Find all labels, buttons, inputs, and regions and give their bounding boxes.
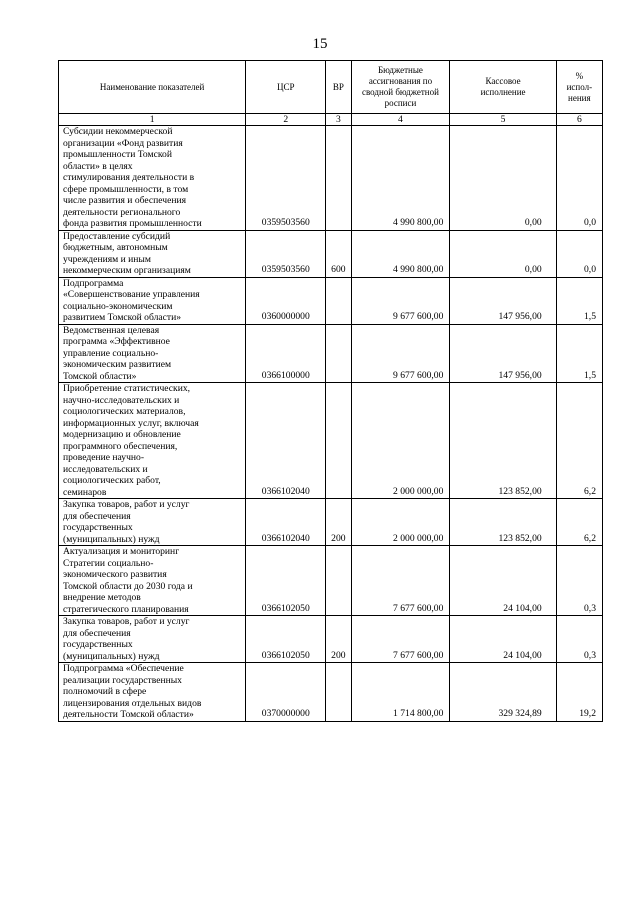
row-cash: 24 104,00 [450,616,556,663]
row-name: Приобретение статистических, научно-исследовательских и социологических материалов, информационных услуг, включая модернизацию и обновление программного обеспечения, проведение научно- исследовательских и социологических работ, семинаров [59,383,246,499]
table-row [59,499,603,546]
header-name: Наименование показателей [59,61,246,114]
row-pct: 0,3 [556,546,602,616]
row-vr [326,663,351,722]
row-vr [326,126,351,231]
row-pct: 6,2 [556,383,602,499]
row-pct: 0,0 [556,126,602,231]
row-cash: 0,00 [450,230,556,277]
column-index: 6 [556,114,602,126]
row-budget: 7 677 600,00 [351,546,450,616]
page-number: 15 [312,36,328,52]
row-vr [326,324,351,383]
row-cash: 0,00 [450,126,556,231]
table-row [59,663,603,722]
row-vr [326,546,351,616]
row-budget: 4 990 800,00 [351,126,450,231]
row-budget: 2 000 000,00 [351,383,450,499]
row-budget: 4 990 800,00 [351,230,450,277]
row-cash: 24 104,00 [450,546,556,616]
column-index: 5 [450,114,556,126]
row-pct: 6,2 [556,499,602,546]
row-name: Актуализация и мониторинг Стратегии социально- экономического развития Томской области до 2030 года и внедрение методов стратегического планирования [59,546,246,616]
row-csr: 0366102040 [246,383,326,499]
table-row [59,324,603,383]
row-csr: 0366102040 [246,499,326,546]
row-csr: 0359503560 [246,230,326,277]
row-budget: 7 677 600,00 [351,616,450,663]
row-name: Подпрограмма «Совершенствование управления социально-экономическим развитием Томской области» [59,277,246,324]
row-cash: 147 956,00 [450,324,556,383]
row-csr: 0366100000 [246,324,326,383]
row-cash: 123 852,00 [450,499,556,546]
row-pct: 1,5 [556,324,602,383]
row-name: Закупка товаров, работ и услуг для обеспечения государственных (муниципальных) нужд [59,616,246,663]
header-vr: ВР [326,61,351,114]
row-name: Субсидии некоммерческой организации «Фонд развития промышленности Томской области» в целях стимулирования деятельности в сфере промышленности, в том числе развития и обеспечения деятельности регионального фонда развития промышленности [59,126,246,231]
row-name: Ведомственная целевая программа «Эффективное управление социально- экономическим развитием Томской области» [59,324,246,383]
row-budget: 9 677 600,00 [351,277,450,324]
header-budget: Бюджетные ассигнования по сводной бюджетной росписи [351,61,450,114]
column-index: 3 [326,114,351,126]
header-cash: Кассовое исполнение [450,61,556,114]
row-name: Подпрограмма «Обеспечение реализации государственных полномочий в сфере лицензирования отдельных видов деятельности Томской области» [59,663,246,722]
row-vr [326,383,351,499]
row-budget: 9 677 600,00 [351,324,450,383]
row-csr: 0360000000 [246,277,326,324]
row-name: Закупка товаров, работ и услуг для обеспечения государственных (муниципальных) нужд [59,499,246,546]
row-csr: 0366102050 [246,546,326,616]
row-csr: 0366102050 [246,616,326,663]
table-row [59,230,603,277]
row-csr: 0370000000 [246,663,326,722]
row-cash: 123 852,00 [450,383,556,499]
row-cash: 147 956,00 [450,277,556,324]
header-csr: ЦСР [246,61,326,114]
row-vr: 200 [326,499,351,546]
column-index-row [59,114,603,126]
row-vr [326,277,351,324]
row-csr: 0359503560 [246,126,326,231]
table-row [59,277,603,324]
row-name: Предоставление субсидий бюджетным, автономным учреждениям и иным некоммерческим организациям [59,230,246,277]
row-budget: 2 000 000,00 [351,499,450,546]
row-pct: 1,5 [556,277,602,324]
header-pct: % испол- нения [556,61,602,114]
column-index: 2 [246,114,326,126]
budget-execution-table [58,60,603,722]
table-row [59,546,603,616]
row-vr: 600 [326,230,351,277]
table-row [59,126,603,231]
row-budget: 1 714 800,00 [351,663,450,722]
column-index: 4 [351,114,450,126]
row-vr: 200 [326,616,351,663]
table-body [59,126,603,722]
row-pct: 0,3 [556,616,602,663]
table-row [59,383,603,499]
row-pct: 19,2 [556,663,602,722]
column-index: 1 [59,114,246,126]
table-row [59,616,603,663]
row-cash: 329 324,89 [450,663,556,722]
row-pct: 0,0 [556,230,602,277]
header-row [59,61,603,114]
